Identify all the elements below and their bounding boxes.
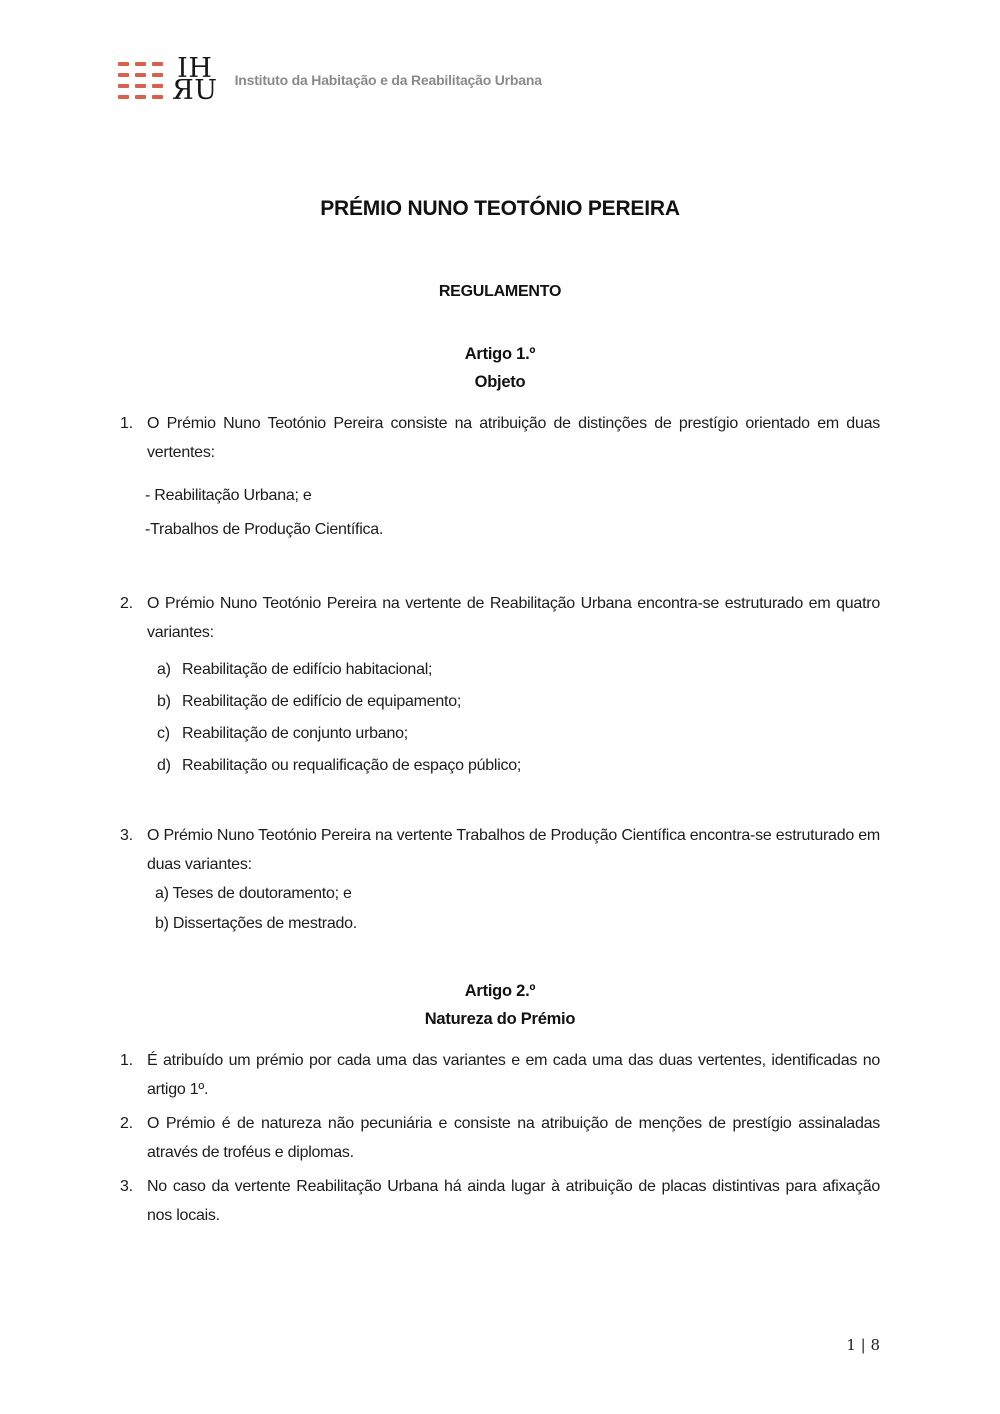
article2-item3 — [120, 1172, 880, 1230]
item-text: O Prémio é de natureza não pecuniária e consiste na atribuição de menções de prestígio assinaladas através de troféus e diplomas. — [147, 1115, 880, 1161]
institute-name: Instituto da Habitação e da Reabilitação Urbana — [234, 72, 542, 88]
ihru-logo-letters-top: IH — [177, 53, 213, 84]
document-content — [120, 0, 880, 1230]
sub-item-d — [157, 750, 880, 782]
article2-heading: Artigo 2.º — [464, 982, 536, 1000]
article2-subheading: Natureza do Prémio — [424, 1010, 576, 1028]
document-title: PRÉMIO NUNO TEOTÓNIO PEREIRA — [320, 197, 680, 220]
article1-item3-sub-a: a) Teses de doutoramento; e — [155, 885, 352, 902]
article1-item2 — [120, 589, 880, 647]
item-text: O Prémio Nuno Teotónio Pereira consiste na atribuição de distinções de prestígio orientado em duas vertentes: — [147, 415, 880, 461]
item-number: 3. — [120, 827, 133, 844]
page-number-indicator: 1 | 8 — [846, 1336, 880, 1354]
item-number: 1. — [120, 415, 133, 432]
ihru-logo-letters-bottom: ЯU — [172, 75, 218, 106]
article1-subheading: Objeto — [474, 373, 526, 391]
sub-item-c — [157, 718, 880, 750]
sub-item-letter: a) — [157, 661, 171, 678]
item-text: O Prémio Nuno Teotónio Pereira na vertente de Reabilitação Urbana encontra-se estruturado em quatro variantes: — [147, 595, 880, 641]
article2-item1 — [120, 1046, 880, 1104]
document-subtitle: REGULAMENTO — [438, 283, 562, 300]
sub-item-text: Reabilitação de edifício habitacional; — [182, 661, 433, 678]
item-text: É atribuído um prémio por cada uma das variantes e em cada uma das duas vertentes, identificadas no artigo 1º. — [147, 1052, 880, 1098]
article1-item2-sublist — [120, 654, 880, 782]
blank-line — [120, 544, 880, 584]
article1-dash-item-1: - Reabilitação Urbana; e — [145, 487, 312, 504]
sub-item-text: Reabilitação de edifício de equipamento; — [182, 693, 462, 710]
item-number: 2. — [120, 1115, 133, 1132]
sub-item-letter: c) — [157, 725, 170, 742]
sub-item-a — [157, 654, 880, 686]
sub-item-text: Reabilitação de conjunto urbano; — [182, 725, 408, 742]
article1-dash-item-2: -Trabalhos de Produção Científica. — [145, 521, 384, 538]
item-number: 2. — [120, 595, 133, 612]
sub-item-text: Reabilitação ou requalificação de espaço público; — [182, 757, 522, 774]
item-number: 1. — [120, 1052, 133, 1069]
item-number: 3. — [120, 1178, 133, 1195]
article1-item3 — [120, 821, 880, 879]
blank-line — [120, 782, 880, 816]
sub-item-letter: d) — [157, 757, 171, 774]
item-text: O Prémio Nuno Teotónio Pereira na vertente Trabalhos de Produção Científica encontra-se estruturado em duas variantes: — [147, 827, 880, 873]
sub-item-b — [157, 686, 880, 718]
article1-heading: Artigo 1.º — [464, 345, 536, 363]
article2-item2 — [120, 1109, 880, 1167]
item-text: No caso da vertente Reabilitação Urbana há ainda lugar à atribuição de placas distintivas para afixação nos locais. — [147, 1178, 880, 1224]
sub-item-letter: b) — [157, 693, 171, 710]
article1-item1 — [120, 409, 880, 467]
article1-item3-sub-b: b) Dissertações de mestrado. — [155, 915, 357, 932]
